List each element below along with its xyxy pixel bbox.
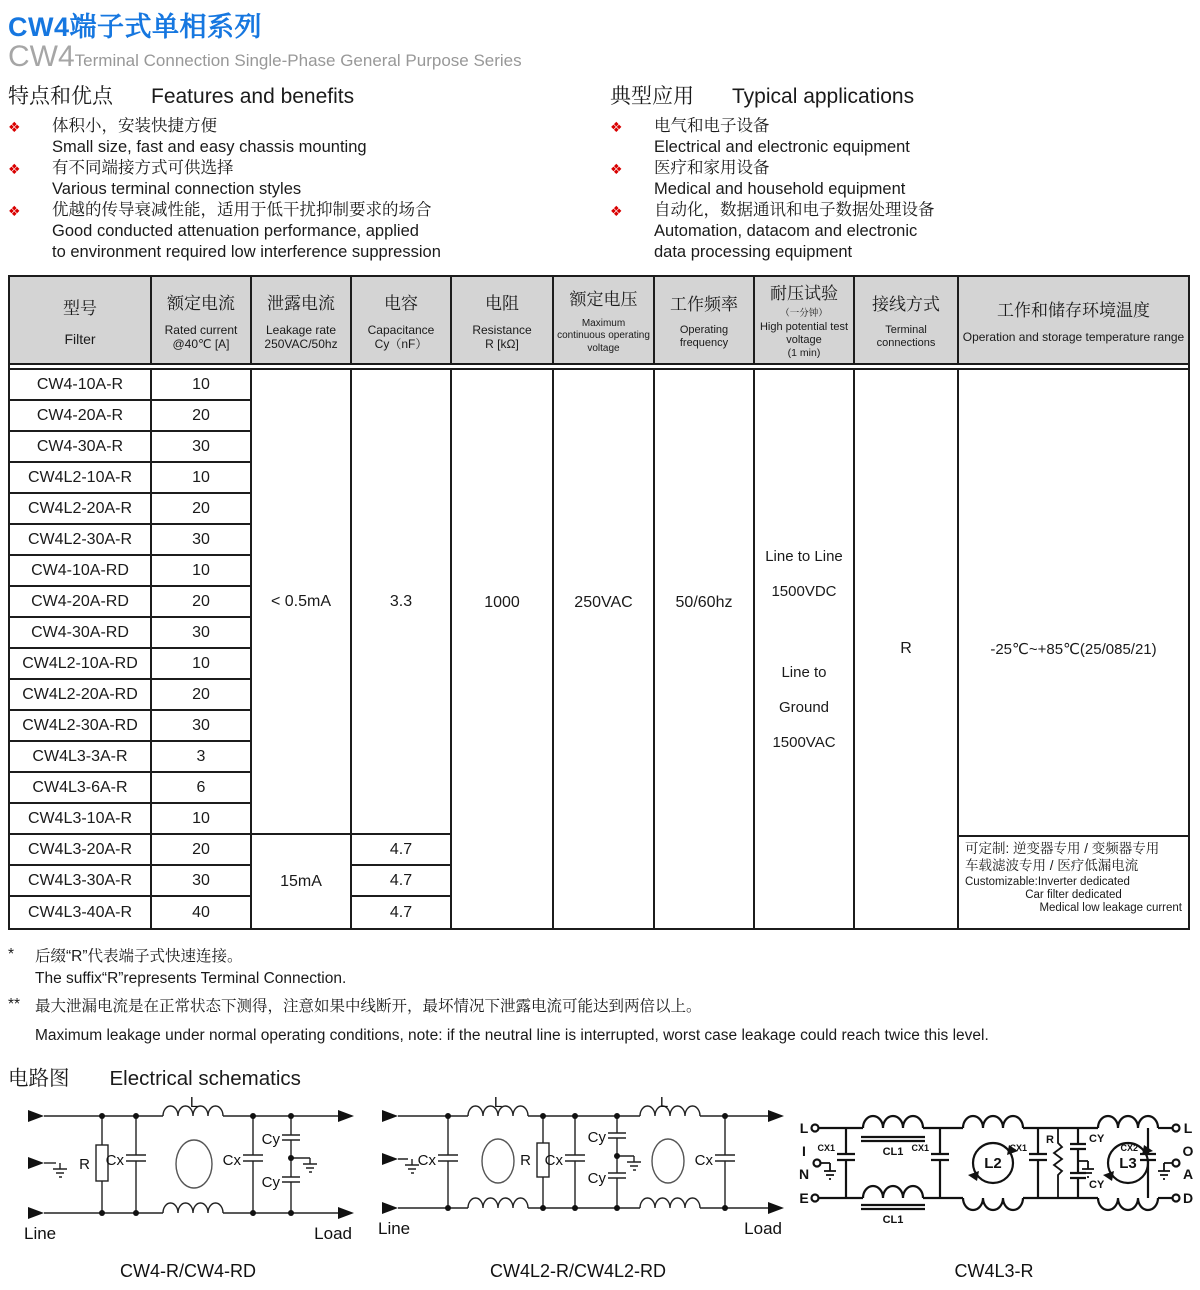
footnote-2-en: Maximum leakage under normal operating conditions, note: if the neutral line is interrupted, worst case leakage could reach twice this level. (35, 1027, 989, 1044)
feature-zh: 优越的传导衰减性能，适用于低干扰抑制要求的场合 (52, 201, 432, 219)
label-Cy: Cy (261, 1131, 280, 1148)
header-resistance: 电阻 Resistance R [kΩ] (452, 277, 554, 365)
inductor-symbol (863, 1116, 923, 1128)
capacitor-symbol (282, 1158, 300, 1213)
label-line-letter: E (799, 1190, 809, 1206)
model-cell: CW4L2-20A-RD (10, 680, 152, 711)
bullet-diamond-icon: ❖ (610, 203, 623, 219)
schematics-heading-zh: 电路图 (8, 1067, 70, 1090)
model-cell: CW4L2-10A-R (10, 463, 152, 494)
model-cell: CW4L3-6A-R (10, 773, 152, 804)
spec-table (8, 275, 1190, 930)
header-capacitance: 电容 Capacitance Cy（nF） (352, 277, 452, 365)
application-en: Electrical and electronic equipment (654, 138, 910, 156)
label-line-letter: N (798, 1166, 810, 1182)
model-cell: CW4-30A-RD (10, 618, 152, 649)
label-CX1: CX1 (1009, 1143, 1027, 1153)
schematic-cw4-drawing (8, 1093, 368, 1251)
label-CX1: CX1 (817, 1143, 835, 1153)
current-cell: 20 (152, 494, 252, 525)
header-frequency: 工作频率 Operating frequency (655, 277, 755, 365)
bullet-diamond-icon: ❖ (610, 161, 623, 177)
header-rated-current: 额定电流 Rated current @40℃ [A] (152, 277, 252, 365)
application-zh: 医疗和家用设备 (654, 159, 770, 177)
frequency-value: 50/60hz (655, 370, 755, 928)
ground-icon (617, 1156, 641, 1170)
capacitor-symbol (1070, 1161, 1086, 1198)
label-Cx: Cx (694, 1152, 713, 1169)
capacitor-symbol (126, 1116, 146, 1213)
current-cell: 20 (152, 587, 252, 618)
application-en: Automation, datacom and electronic (654, 222, 918, 240)
customizable-note: 可定制: 逆变器专用 / 变频器专用 车载滤波专用 / 医疗低漏电流 Customizable:Inverter dedicated Car filter dedicated Medical low leakage current (959, 835, 1188, 928)
footnote-1 (8, 946, 1200, 990)
inductor-symbol (468, 1198, 528, 1208)
feature-en: to environment required low interference suppression (52, 243, 441, 261)
label-line-letter: L (799, 1120, 809, 1136)
ground-icon (291, 1158, 317, 1172)
footnote-1-en: The suffix“R”represents Terminal Connection. (35, 970, 347, 987)
current-cell: 40 (152, 897, 252, 928)
current-cell: 6 (152, 773, 252, 804)
label-R: R (79, 1156, 90, 1173)
inductor-symbol (1098, 1198, 1158, 1210)
label-Cy: Cy (587, 1170, 606, 1187)
schematic-caption: CW4-R/CW4-RD (120, 1261, 256, 1281)
applications-section (610, 80, 1190, 263)
inductor-symbol (640, 1198, 700, 1208)
bullet-diamond-icon: ❖ (8, 161, 21, 177)
model-cell: CW4L3-30A-R (10, 866, 152, 897)
current-cell: 20 (152, 835, 252, 866)
capacitor-symbol (608, 1156, 626, 1208)
label-L3: L3 (1119, 1155, 1137, 1172)
arrow-icon (338, 1207, 354, 1219)
inductor-symbol (163, 1203, 223, 1213)
capacitor-symbol (438, 1116, 458, 1208)
intro-columns (0, 80, 1200, 263)
model-cell: CW4L2-30A-R (10, 525, 152, 556)
label-CY: CY (1089, 1179, 1105, 1191)
label-load-letter: A (1182, 1166, 1194, 1182)
label-Cx: Cx (417, 1152, 436, 1169)
feature-item (8, 116, 610, 158)
footnote-2-zh: 最大泄漏电流是在正常状态下测得，注意如果中线断开，最坏情况下泄露电流可能达到两倍以上。 (35, 998, 702, 1015)
schematic-caption: CW4L3-R (954, 1261, 1034, 1281)
label-CX1: CX1 (911, 1143, 929, 1153)
arrow-icon (382, 1202, 398, 1214)
current-cell: 10 (152, 370, 252, 401)
feature-en: Various terminal connection styles (52, 180, 302, 198)
test-voltage-value: Line to Line 1500VDC Line to Ground 1500VAC (755, 370, 855, 928)
footnote-1-zh: 后缀“R”代表端子式快速连接。 (35, 948, 243, 965)
schematics-heading (8, 1061, 1200, 1091)
core-lines (861, 1205, 925, 1209)
arrow-icon (1103, 1171, 1114, 1181)
schematic-cw4l3-drawing (788, 1093, 1200, 1251)
label-line-letter: I (802, 1143, 806, 1159)
application-zh: 电气和电子设备 (654, 117, 770, 135)
inductor-symbol (863, 1186, 923, 1198)
application-en: data processing equipment (654, 243, 853, 261)
voltage-value: 250VAC (554, 370, 655, 928)
ground-icon (1158, 1163, 1172, 1179)
footnotes (8, 946, 1200, 1047)
label-L: L (493, 1094, 503, 1111)
features-heading-en: Features and benefits (151, 85, 355, 108)
current-cell: 3 (152, 742, 252, 773)
applications-heading-zh: 典型应用 (610, 85, 694, 108)
terminal-circle (812, 1125, 819, 1132)
core-lines (861, 1137, 925, 1141)
arrow-icon (28, 1110, 44, 1122)
current-cell: 10 (152, 463, 252, 494)
inductor-symbol (963, 1198, 1023, 1210)
label-L: L (189, 1094, 199, 1111)
choke-ellipse (652, 1139, 684, 1183)
features-section (8, 80, 610, 263)
current-cell: 10 (152, 556, 252, 587)
capacitance-value: 4.7 (352, 835, 452, 866)
capacitor-symbol (715, 1116, 735, 1208)
choke-ellipse (482, 1139, 514, 1183)
header-temperature: 工作和储存环境温度 Operation and storage temperature range (959, 277, 1188, 365)
arrow-icon (968, 1171, 979, 1181)
label-load: Load (314, 1224, 352, 1243)
arrow-icon (28, 1207, 44, 1219)
model-cell: CW4L2-30A-RD (10, 711, 152, 742)
current-cell: 30 (152, 866, 252, 897)
label-load-letter: D (1182, 1190, 1194, 1206)
schematics-heading-en: Electrical schematics (109, 1067, 301, 1090)
label-R: R (520, 1152, 531, 1169)
ground-icon (1078, 1161, 1094, 1177)
page-header (0, 0, 1200, 72)
label-CL1: CL1 (882, 1146, 904, 1158)
application-item (610, 158, 1190, 200)
resistor-zigzag (1054, 1128, 1062, 1198)
leakage-value-group2: 15mA (252, 835, 352, 928)
current-cell: 30 (152, 525, 252, 556)
page-title: CW4端子式单相系列 (8, 12, 262, 42)
subtitle-english: Terminal Connection Single-Phase General Purpose Series (74, 51, 522, 70)
capacitor-symbol (282, 1116, 300, 1158)
capacitance-value: 4.7 (352, 866, 452, 897)
terminal-circle (1173, 1160, 1180, 1167)
label-L2: L2 (984, 1155, 1002, 1172)
header-voltage: 额定电压 Maximum continuous operating voltage (554, 277, 655, 365)
label-CX2: CX2 (1120, 1143, 1138, 1153)
capacitor-symbol (608, 1116, 626, 1156)
terminal-circle (814, 1160, 821, 1167)
capacitor-symbol (565, 1116, 585, 1208)
model-cell: CW4-10A-R (10, 370, 152, 401)
page-subtitle (8, 42, 1200, 72)
capacitance-value: 4.7 (352, 897, 452, 928)
header-filter: 型号 Filter (10, 277, 152, 365)
leakage-value-group1: < 0.5mA (252, 370, 352, 835)
label-load-letter: L (1183, 1120, 1193, 1136)
label-Cx: Cx (105, 1152, 124, 1169)
schematic-cw4l2-drawing (368, 1093, 788, 1251)
feature-en: Small size, fast and easy chassis mounting (52, 138, 367, 156)
ground-icon (53, 1163, 67, 1177)
label-Cx: Cx (222, 1152, 241, 1169)
arrow-icon (28, 1157, 44, 1169)
label-load: Load (744, 1219, 782, 1238)
label-line: Line (24, 1224, 57, 1243)
bullet-diamond-icon: ❖ (8, 119, 21, 135)
feature-en: Good conducted attenuation performance, applied (52, 222, 419, 240)
model-cell: CW4-30A-R (10, 432, 152, 463)
arrows-and-dots (382, 1110, 784, 1214)
model-cell: CW4L2-20A-R (10, 494, 152, 525)
temperature-value: -25℃~+85℃(25/085/21) (990, 641, 1157, 658)
current-cell: 20 (152, 680, 252, 711)
applications-heading (610, 80, 1190, 110)
subtitle-model: CW4 (8, 40, 75, 73)
current-cell: 20 (152, 401, 252, 432)
terminal-circle (1173, 1125, 1180, 1132)
capacitor-symbol (243, 1116, 263, 1213)
header-test-voltage: 耐压试验 （一分钟） High potential test voltage (1 min) (755, 277, 855, 365)
current-cell: 30 (152, 618, 252, 649)
label-Cy: Cy (261, 1174, 280, 1191)
label-Cy: Cy (587, 1129, 606, 1146)
bullet-diamond-icon: ❖ (8, 203, 21, 219)
resistance-value: 1000 (452, 370, 554, 928)
terminal-circle (812, 1195, 819, 1202)
label-Cx: Cx (544, 1152, 563, 1169)
model-cell: CW4L3-3A-R (10, 742, 152, 773)
schematics-row (8, 1093, 1200, 1282)
feature-zh: 体积小，安装快捷方便 (52, 117, 217, 135)
temperature-cell (959, 370, 1188, 928)
capacitor-symbol (837, 1128, 855, 1198)
footnote-1-marker: * (8, 946, 15, 963)
model-cell: CW4L3-20A-R (10, 835, 152, 866)
ground-icon (821, 1163, 836, 1179)
header-leakage: 泄露电流 Leakage rate 250VAC/50hz (252, 277, 352, 365)
feature-zh: 有不同端接方式可供选择 (52, 159, 234, 177)
application-item (610, 116, 1190, 158)
current-cell: 30 (152, 432, 252, 463)
arrow-icon (768, 1202, 784, 1214)
arrow-icon (338, 1110, 354, 1122)
footnote-2-marker: ** (8, 996, 21, 1013)
schematic-cw4l3 (788, 1093, 1200, 1282)
current-cell: 10 (152, 649, 252, 680)
capacitor-symbol (1029, 1128, 1047, 1198)
schematic-caption: CW4L2-R/CW4L2-RD (489, 1261, 667, 1281)
footnote-2 (8, 996, 1200, 1047)
schematic-cw4l2 (368, 1093, 788, 1282)
terminal-circle (1173, 1195, 1180, 1202)
model-cell: CW4-20A-RD (10, 587, 152, 618)
capacitance-value-group1: 3.3 (352, 370, 452, 835)
label-line: Line (378, 1219, 411, 1238)
label-R: R (1046, 1134, 1054, 1146)
header-connections: 接线方式 Terminal connections (855, 277, 959, 365)
capacitor-symbol (1070, 1128, 1086, 1161)
model-cell: CW4-10A-RD (10, 556, 152, 587)
inductor-symbol (963, 1116, 1023, 1128)
label-L: L (659, 1094, 669, 1111)
bullet-diamond-icon: ❖ (610, 119, 623, 135)
ground-icon (398, 1159, 419, 1173)
model-cell: CW4L2-10A-RD (10, 649, 152, 680)
inductor-symbol (640, 1106, 700, 1116)
feature-item (8, 158, 610, 200)
capacitor-symbol (931, 1128, 949, 1198)
application-zh: 自动化，数据通讯和电子数据处理设备 (654, 201, 935, 219)
label-CY: CY (1089, 1133, 1105, 1145)
arrow-icon (768, 1110, 784, 1122)
connections-value: R (855, 370, 959, 928)
choke-ellipse (176, 1140, 212, 1188)
current-cell: 10 (152, 804, 252, 835)
applications-heading-en: Typical applications (732, 85, 915, 108)
arrow-icon (382, 1153, 398, 1165)
schematic-cw4 (8, 1093, 368, 1282)
label-load-letter: O (1182, 1143, 1194, 1159)
application-item (610, 200, 1190, 263)
inductor-symbol (1098, 1116, 1158, 1128)
model-cell: CW4-20A-R (10, 401, 152, 432)
arrow-icon (382, 1110, 398, 1122)
label-CL1: CL1 (882, 1214, 904, 1226)
model-cell: CW4L3-40A-R (10, 897, 152, 928)
features-heading-zh: 特点和优点 (8, 85, 113, 108)
feature-item (8, 200, 610, 263)
features-heading (8, 80, 610, 110)
current-cell: 30 (152, 711, 252, 742)
application-en: Medical and household equipment (654, 180, 906, 198)
model-cell: CW4L3-10A-R (10, 804, 152, 835)
